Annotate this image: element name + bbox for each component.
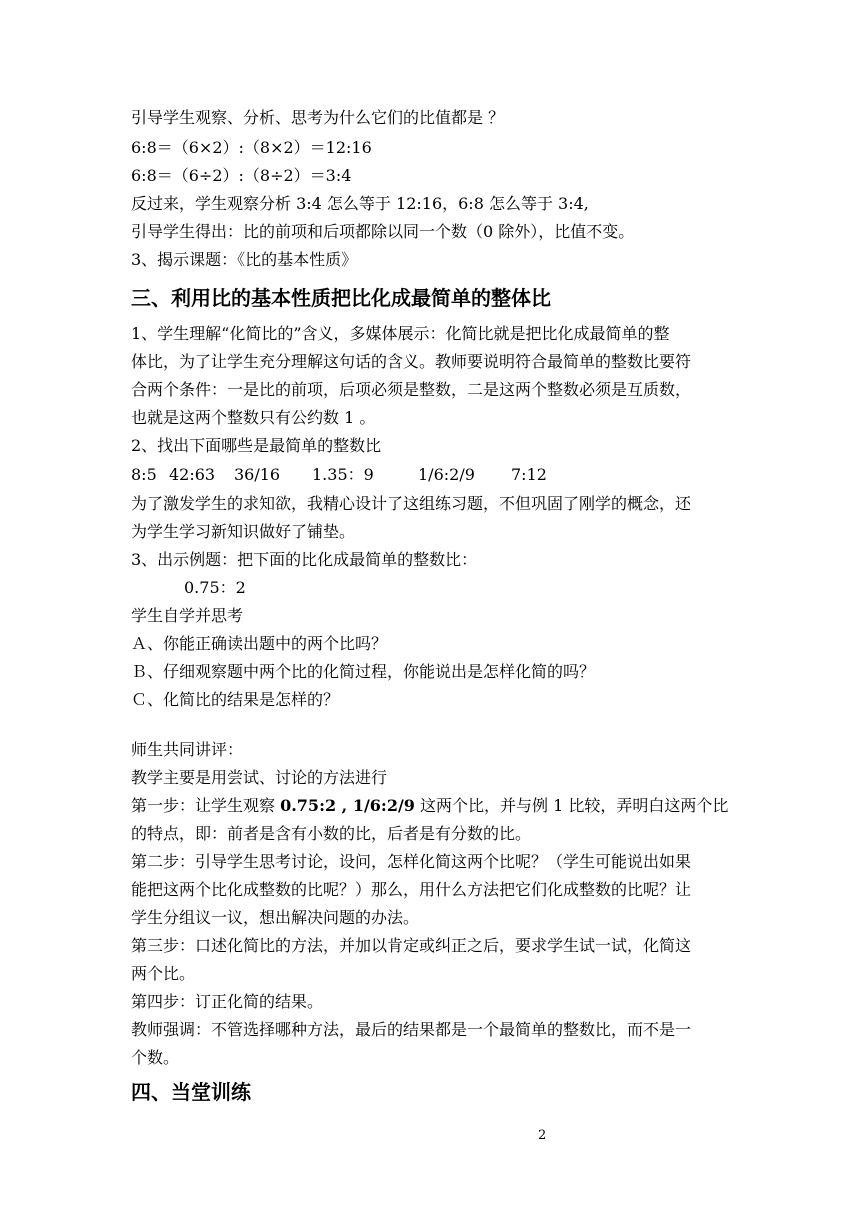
paragraph-line: 3、出示例题：把下面的比化成最简单的整数比： [131,550,478,569]
page-number: 2 [538,1128,547,1143]
ratio-item: 1/6:2/9 [418,465,475,484]
ratio-item: 1.35：9 [312,465,374,484]
ratio-item: 36/16 [234,465,281,484]
intro-line: 反过来，学生观察分析 3:4 怎么等于 12:16，6:8 怎么等于 3:4, [131,194,589,213]
section-heading: 三、利用比的基本性质把比化成最简单的整体比 [131,286,551,310]
question-a: Ａ、你能正确读出题中的两个比吗？ [131,634,388,653]
paragraph-line: 的特点，即：前者是含有小数的比，后者是有分数的比。 [131,824,532,843]
ratio-item: 8:5 [131,465,157,484]
step-one-ratios: 0.75:2 , 1/6:2/9 [280,796,415,815]
paragraph-line: 学生自学并思考 [131,606,244,625]
intro-line: 引导学生得出：比的前项和后项都除以同一个数（0 除外），比值不变。 [131,222,635,241]
paragraph-line: 合两个条件：一是比的前项，后项必须是整数，二是这两个整数必须是互质数， [131,380,692,399]
ratio-item: 7:12 [511,465,547,484]
paragraph-line: 第三步：口述化简比的方法，并加以肯定或纠正之后，要求学生试一试，化简这 [131,936,692,955]
paragraph-line: 个数。 [131,1048,180,1067]
example-ratio: 0.75：2 [184,578,246,597]
question-c: Ｃ、化简比的结果是怎样的？ [131,690,340,709]
step-one-suffix: 这两个比，并与例 1 比较，弄明白这两个比 [414,796,729,815]
paragraph-line: 能把这两个比化成整数的比呢？）那么，用什么方法把它们化成整数的比呢？让 [131,880,692,899]
paragraph-line: 师生共同讲评： [131,740,244,759]
question-b: Ｂ、仔细观察题中两个比的化简过程，你能说出是怎样化简的吗？ [131,662,596,681]
equation-line: 6:8＝（6÷2）:（8÷2）＝3:4 [131,166,352,185]
paragraph-line: 2、找出下面哪些是最简单的整数比 [131,436,382,455]
paragraph-line: 教师强调：不管选择哪种方法，最后的结果都是一个最简单的整数比，而不是一 [131,1020,692,1039]
paragraph-line: 为了激发学生的求知欲，我精心设计了这组练习题，不但巩固了刚学的概念，还 [131,494,692,513]
paragraph-line: 两个比。 [131,964,196,983]
step-one-line [131,796,728,816]
topic-line: 3、揭示课题：《比的基本性质》 [131,250,358,269]
paragraph-line: 第四步：订正化简的结果。 [131,992,324,1011]
equation-line: 6:8＝（6×2）:（8×2）＝12:16 [131,138,372,157]
paragraph-line: 第二步：引导学生思考讨论，设问，怎样化简这两个比呢？（学生可能说出如果 [131,852,692,871]
paragraph-line: 也就是这两个整数只有公约数 1 。 [131,408,376,427]
section-heading: 四、当堂训练 [131,1080,251,1104]
paragraph-line: 为学生学习新知识做好了铺垫。 [131,522,356,541]
step-one-prefix: 第一步：让学生观察 [131,796,281,815]
paragraph-line: 学生分组议一议，想出解决问题的办法。 [131,908,420,927]
paragraph-line: 体比，为了让学生充分理解这句话的含义。教师要说明符合最简单的整数比要符 [131,352,692,371]
ratio-item: 42:63 [169,465,216,484]
intro-line: 引导学生观察、分析、思考为什么它们的比值都是 ？ [131,108,505,127]
paragraph-line: 1、学生理解“化简比的”含义，多媒体展示：化简比就是把比化成最简单的整 [131,324,670,343]
paragraph-line: 教学主要是用尝试、讨论的方法进行 [131,768,388,787]
